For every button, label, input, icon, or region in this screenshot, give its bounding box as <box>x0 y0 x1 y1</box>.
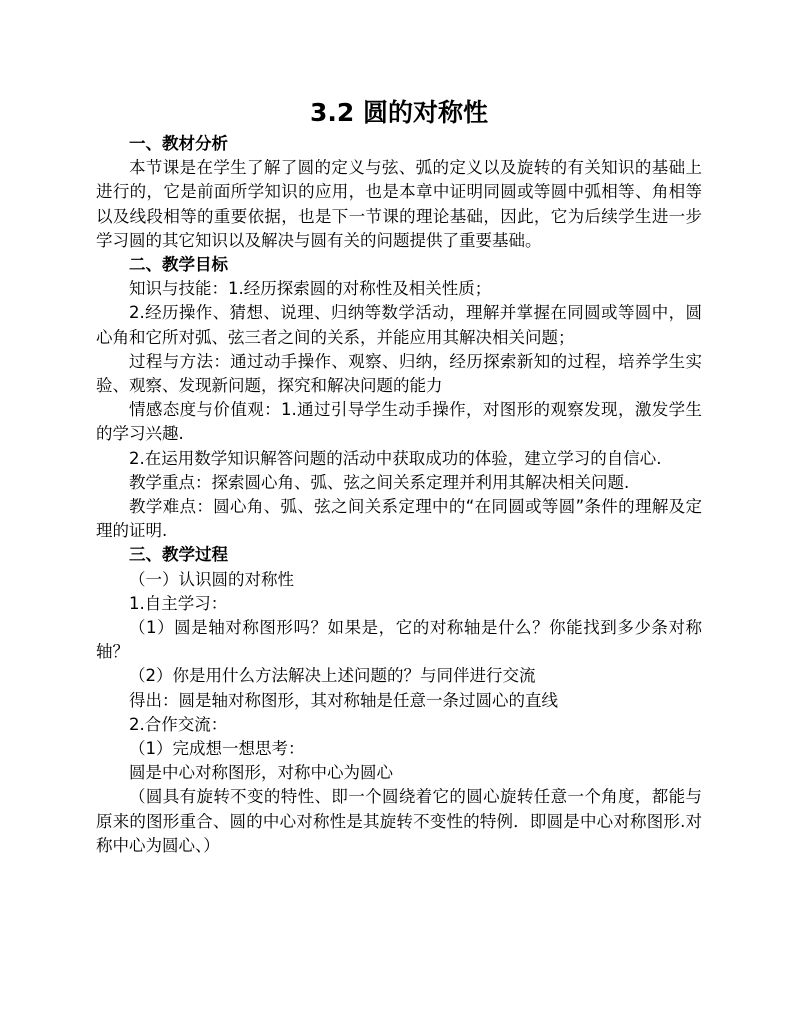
paragraph-key-point: 教学重点：探索圆心角、弧、弦之间关系定理并利用其解决相关问题. <box>129 472 630 492</box>
paragraph-subsection-1: （一）认识圆的对称性 <box>129 569 294 589</box>
paragraph-knowledge-skills: 知识与技能：1.经历探索圆的对称性及相关性质； <box>129 279 492 299</box>
paragraph-cooperation: 2.合作交流： <box>129 714 228 734</box>
paragraph-think: （1）完成想一想思考： <box>129 739 305 759</box>
section-heading-analysis: 一、教材分析 <box>129 134 228 153</box>
paragraph-center-symmetry: 圆是中心对称图形，对称中心为圆心 <box>129 763 393 783</box>
paragraph-question-1: （1）圆是轴对称图形吗？如果是，它的对称轴是什么？你能找到多少条对称轴？ <box>96 618 702 662</box>
paragraph-analysis: 本节课是在学生了解了圆的定义与弦、弧的定义以及旋转的有关知识的基础上进行的，它是前面所学知识的应用，也是本章中证明同圆或等圆中弧相等、角相等以及线段相等的重要依据，也是下一节课的理论基础，因此，它为后续学生进一步学习圆的其它知识以及解决与圆有关的问题提供了重要基础。 <box>96 158 702 250</box>
paragraph-attitude: 情感态度与价值观：1.通过引导学生动手操作，对图形的观察发现，激发学生的学习兴趣. <box>96 400 702 444</box>
paragraph-process-method: 过程与方法：通过动手操作、观察、归纳，经历探索新知的过程，培养学生实验、观察、发现新问题，探究和解决问题的能力 <box>96 351 702 396</box>
paragraph-self-study: 1.自主学习： <box>129 593 228 613</box>
paragraph-rotation-note: （圆具有旋转不变的特性、即一个圆绕着它的圆心旋转任意一个角度，都能与原来的图形重合、圆的中心对称性是其旋转不变性的特例．即圆是中心对称图形.对称中心为圆心、） <box>96 787 702 855</box>
paragraph-difficulty: 教学难点：圆心角、弧、弦之间关系定理中的“在同圆或等圆”条件的理解及定理的证明. <box>96 497 702 541</box>
paragraph-question-2: （2）你是用什么方法解决上述问题的？与同伴进行交流 <box>129 666 536 686</box>
paragraph-goal-2: 2.经历操作、猜想、说理、归纳等数学活动，理解并掌握在同圆或等圆中，圆心角和它所对弧、弦三者之间的关系，并能应用其解决相关问题； <box>96 303 702 347</box>
paragraph-conclusion: 得出：圆是轴对称图形，其对称轴是任意一条过圆心的直线 <box>129 690 558 710</box>
section-heading-goals: 二、教学目标 <box>129 255 228 275</box>
paragraph-attitude-2: 2.在运用数学知识解答问题的活动中获取成功的体验，建立学习的自信心. <box>129 448 662 468</box>
page-title: 3.2 圆的对称性 <box>310 98 488 127</box>
section-heading-process: 三、教学过程 <box>129 545 228 565</box>
